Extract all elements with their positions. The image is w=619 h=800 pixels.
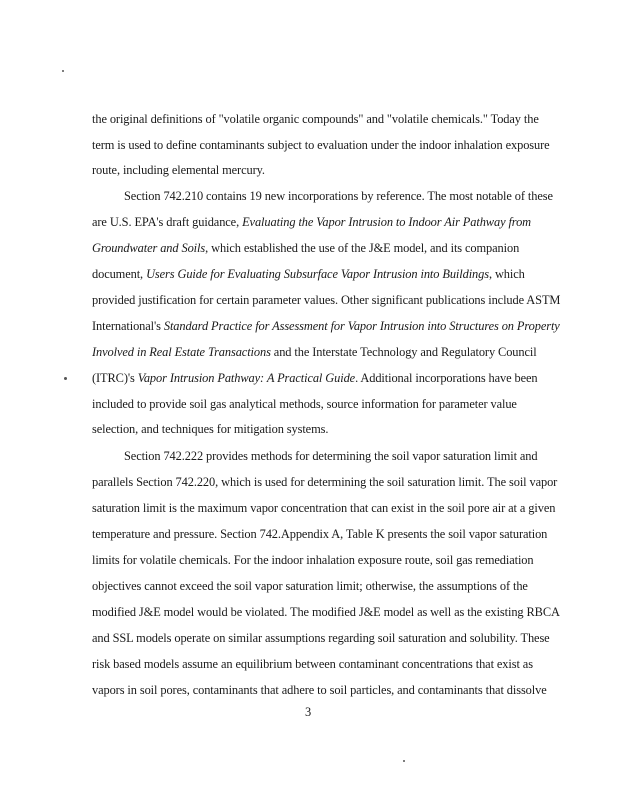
citation-title: Users Guide for Evaluating Subsurface Vapor Intrusion into Buildings xyxy=(146,267,489,281)
text-line xyxy=(92,370,538,386)
text-line: the original definitions of "volatile organic compounds" and "volatile chemicals." Today the xyxy=(92,112,539,126)
text-run: , which established the use of the J&E model, and its companion xyxy=(205,241,520,255)
text-line: route, including elemental mercury. xyxy=(92,163,265,177)
text-run: International's xyxy=(92,319,164,333)
text-line xyxy=(92,344,537,360)
text-run: are U.S. EPA's draft guidance, xyxy=(92,215,243,229)
text-line: vapors in soil pores, contaminants that adhere to soil particles, and contaminants that dissolve xyxy=(92,683,547,697)
text-line: provided justification for certain parameter values. Other significant publications include ASTM xyxy=(92,293,561,307)
text-line: temperature and pressure. Section 742.Appendix A, Table K presents the soil vapor saturation xyxy=(92,527,548,541)
text-line xyxy=(92,318,560,334)
text-line: objectives cannot exceed the soil vapor saturation limit; otherwise, the assumptions of the xyxy=(92,579,528,593)
page-number: 3 xyxy=(305,705,312,719)
text-line: saturation limit is the maximum vapor concentration that can exist in the soil pore air at a given xyxy=(92,501,556,515)
text-line: included to provide soil gas analytical methods, source information for parameter value xyxy=(92,397,517,411)
text-line xyxy=(92,240,519,256)
scan-speck xyxy=(62,70,64,72)
scan-speck xyxy=(403,760,405,762)
text-line: modified J&E model would be violated. The modified J&E model as well as the existing RBCA xyxy=(92,605,560,619)
text-line xyxy=(92,214,531,230)
text-run: (ITRC)'s xyxy=(92,371,138,385)
citation-title: Involved in Real Estate Transactions xyxy=(92,345,271,359)
citation-title: Vapor Intrusion Pathway: A Practical Guide xyxy=(137,371,356,385)
citation-title: Groundwater and Soils xyxy=(92,241,206,255)
citation-title: Standard Practice for Assessment for Vapor Intrusion into Structures on Property xyxy=(163,319,560,333)
text-line: Section 742.210 contains 19 new incorporations by reference. The most notable of these xyxy=(124,189,553,203)
text-run: . Additional incorporations have been xyxy=(355,371,538,385)
scan-speck xyxy=(64,377,67,380)
text-line: Section 742.222 provides methods for determining the soil vapor saturation limit and xyxy=(124,449,538,463)
text-line: and SSL models operate on similar assumptions regarding soil saturation and solubility. These xyxy=(92,631,550,645)
text-run: document, xyxy=(92,267,147,281)
text-line: selection, and techniques for mitigation systems. xyxy=(92,422,329,436)
text-line: parallels Section 742.220, which is used for determining the soil saturation limit. The soil vapor xyxy=(92,475,558,489)
text-line: risk based models assume an equilibrium between contaminant concentrations that exist as xyxy=(92,657,533,671)
text-line: limits for volatile chemicals. For the indoor inhalation exposure route, soil gas remediation xyxy=(92,553,534,567)
text-run: and the Interstate Technology and Regulatory Council xyxy=(270,345,537,359)
text-line xyxy=(92,266,525,282)
text-run: , which xyxy=(488,267,525,281)
citation-title: Evaluating the Vapor Intrusion to Indoor Air Pathway from xyxy=(242,215,532,229)
text-line: term is used to define contaminants subject to evaluation under the indoor inhalation exposure xyxy=(92,138,550,152)
